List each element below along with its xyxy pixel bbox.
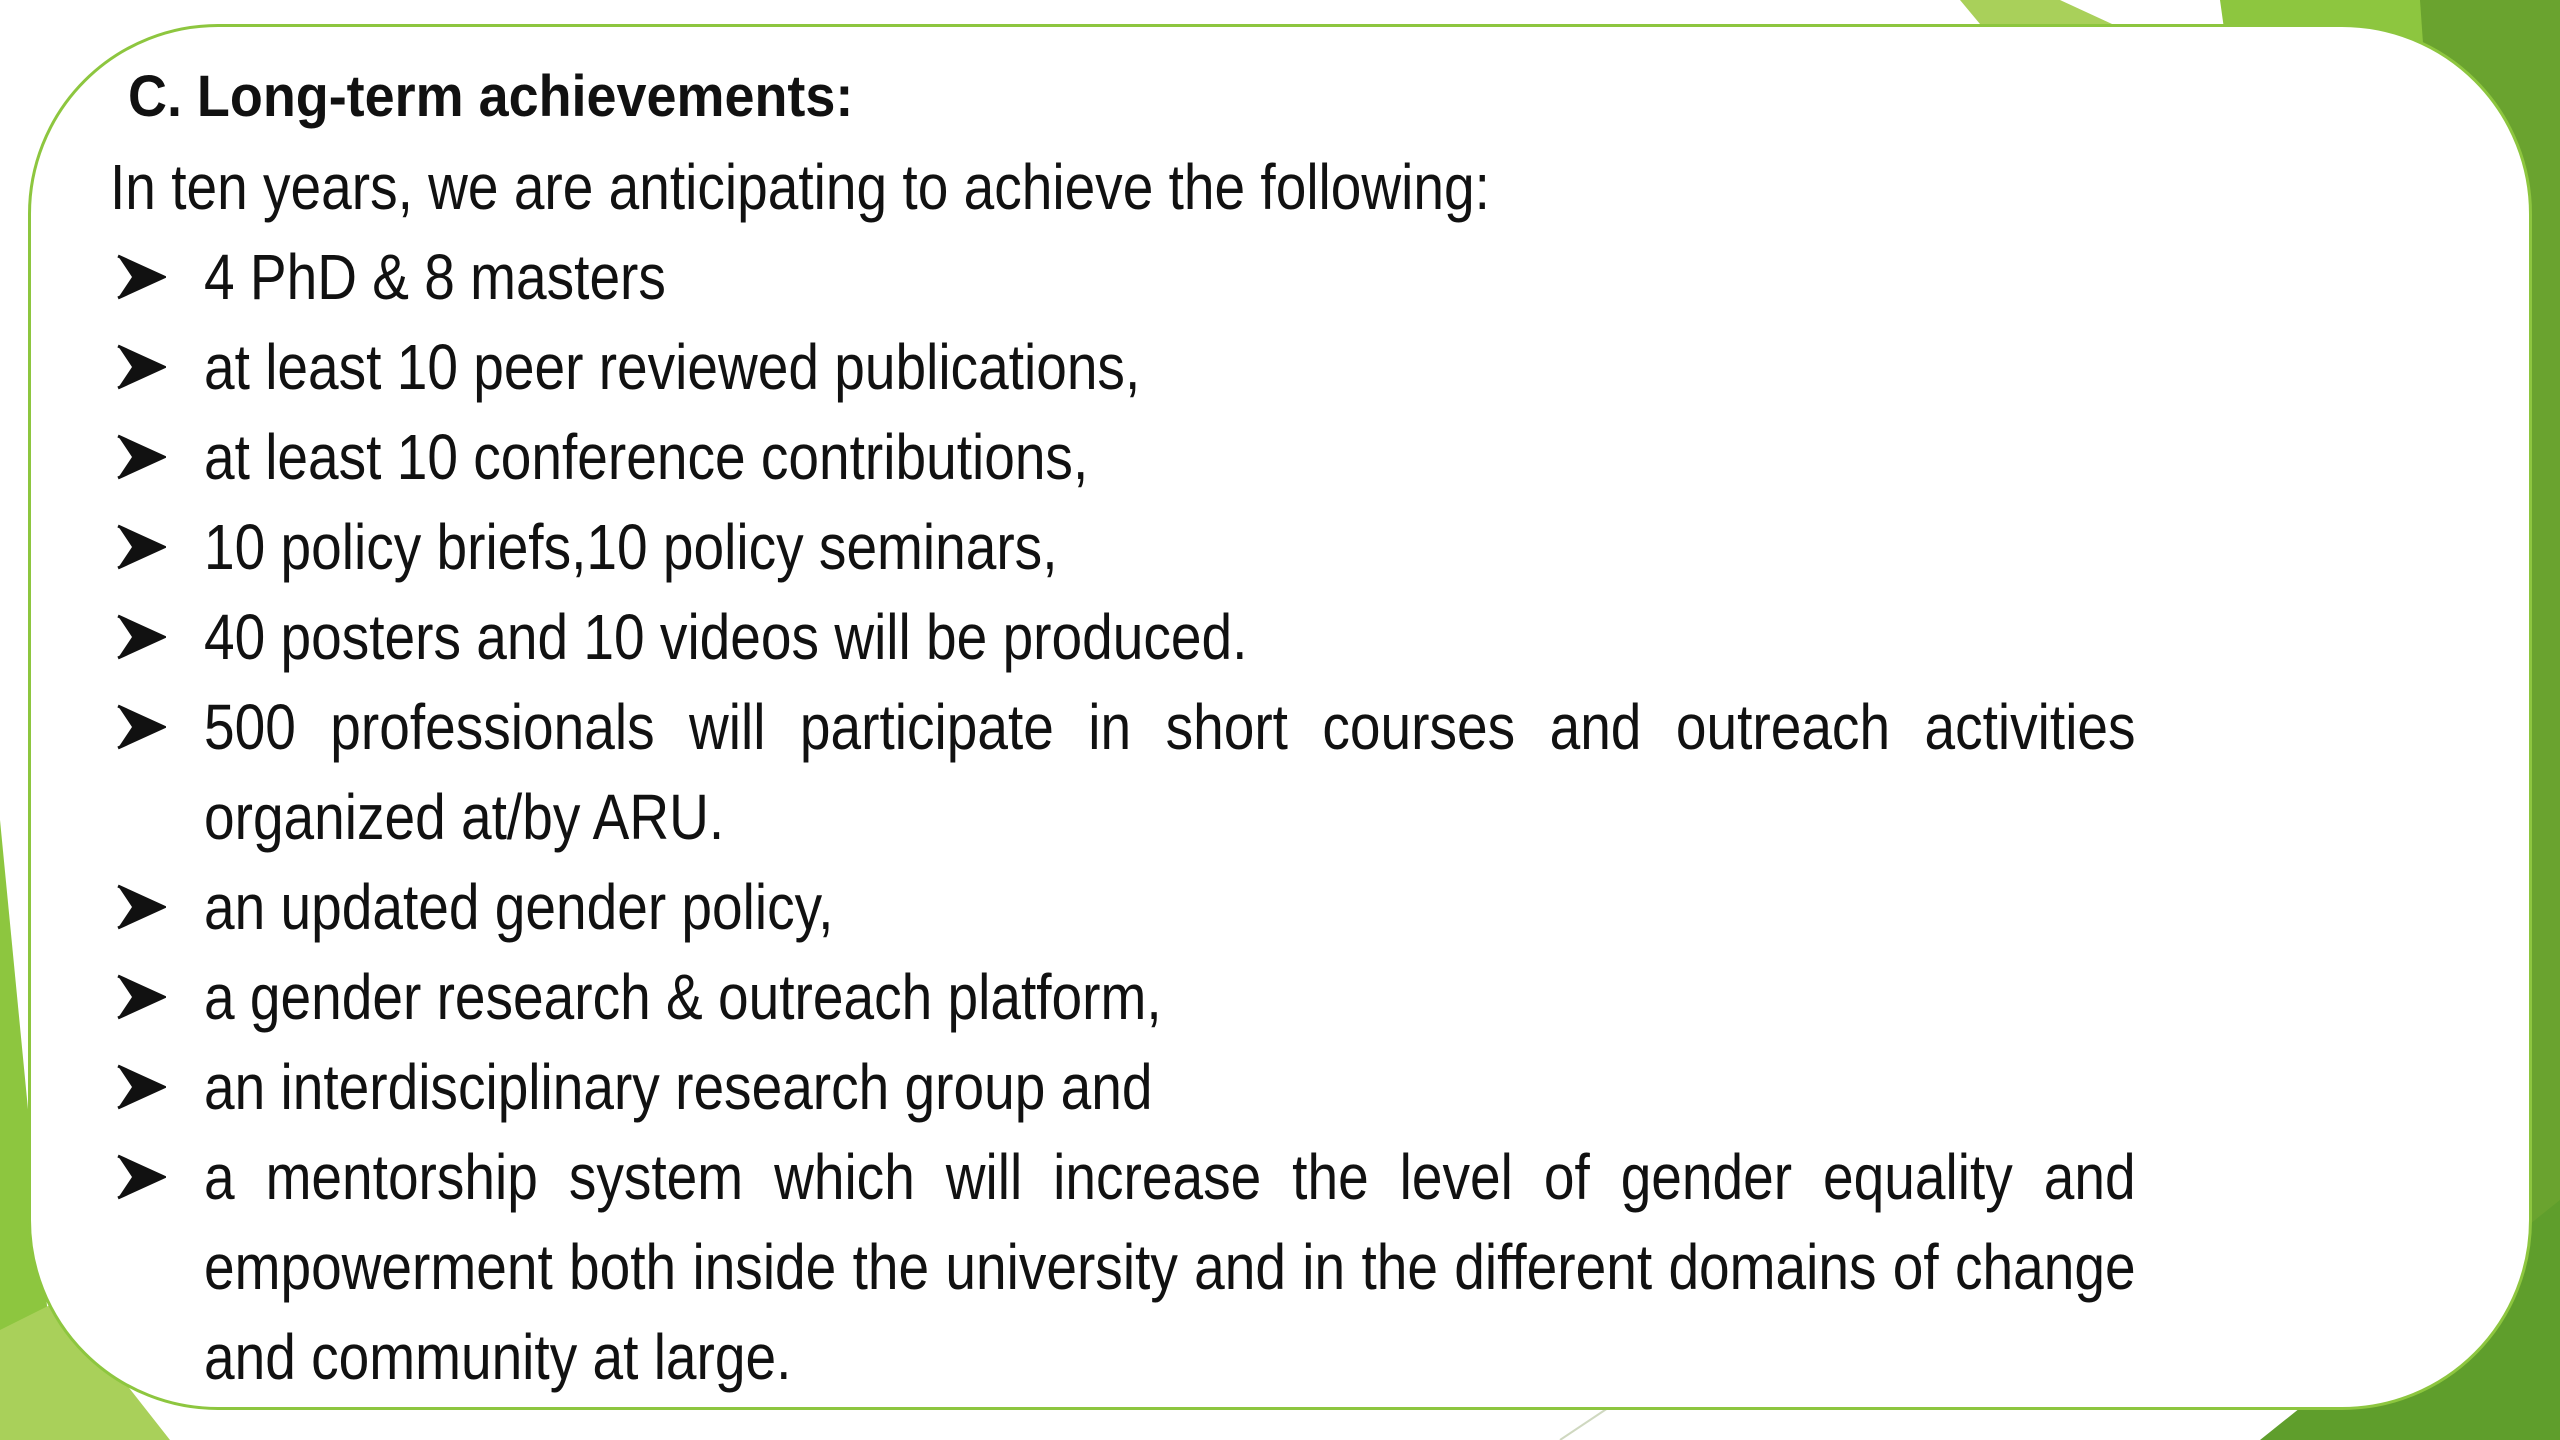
arrowhead-bullet-icon	[110, 412, 204, 502]
list-item-text: a gender research & outreach platform,	[204, 961, 1162, 1033]
achievements-list	[110, 232, 2450, 1402]
arrowhead-bullet-icon	[110, 1132, 204, 1222]
arrowhead-bullet-icon	[110, 862, 204, 952]
list-item	[110, 322, 2450, 412]
list-item	[110, 1042, 2450, 1132]
list-item	[110, 862, 2450, 952]
arrowhead-bullet-icon	[110, 502, 204, 592]
intro-text: In ten years, we are anticipating to achieve the following:	[110, 151, 1490, 223]
arrowhead-bullet-icon	[110, 322, 204, 412]
list-item-text: 40 posters and 10 videos will be produced.	[204, 601, 1248, 673]
arrowhead-bullet-icon	[110, 232, 204, 322]
list-item-text: 10 policy briefs,10 policy seminars,	[204, 511, 1058, 583]
list-item	[110, 1132, 2450, 1402]
list-item	[110, 952, 2450, 1042]
arrowhead-bullet-icon	[110, 592, 204, 682]
arrowhead-bullet-icon	[110, 952, 204, 1042]
section-heading: C. Long-term achievements:	[128, 64, 854, 129]
list-item-text: 4 PhD & 8 masters	[204, 241, 666, 313]
list-item-text: an updated gender policy,	[204, 871, 834, 943]
list-item-text: at least 10 conference contributions,	[204, 421, 1089, 493]
arrowhead-bullet-icon	[110, 682, 204, 772]
list-item-text: a mentorship system which will increase the level of gender equality and empowerment both inside the university and in the different domains of change and community at large.	[204, 1141, 2136, 1393]
list-item	[110, 502, 2450, 592]
list-item	[110, 592, 2450, 682]
list-item-text: 500 professionals will participate in short courses and outreach activities organized at/by ARU.	[204, 691, 2136, 853]
list-item-text: at least 10 peer reviewed publications,	[204, 331, 1141, 403]
list-item-text: an interdisciplinary research group and	[204, 1051, 1153, 1123]
list-item	[110, 412, 2450, 502]
arrowhead-bullet-icon	[110, 1042, 204, 1132]
slide-content	[110, 52, 2450, 1402]
list-item	[110, 232, 2450, 322]
list-item	[110, 682, 2450, 862]
